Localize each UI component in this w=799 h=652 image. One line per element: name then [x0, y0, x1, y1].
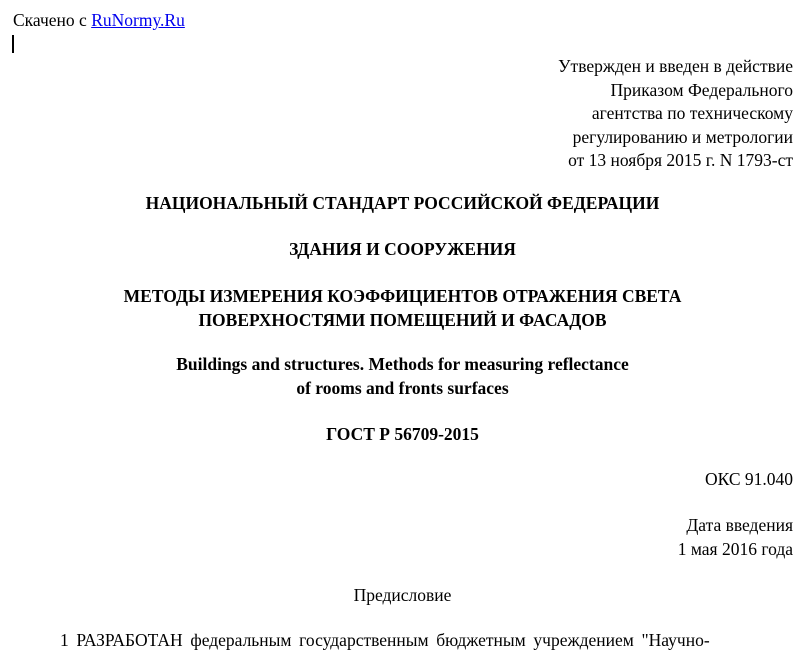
preface-heading: Предисловие — [353, 585, 452, 605]
preface-paragraph-1: 1 РАЗРАБОТАН федеральным государственным бюджетным учреждением "Научно- — [60, 630, 710, 650]
subject-title: ЗДАНИЯ И СООРУЖЕНИЯ — [289, 239, 516, 259]
source-line — [13, 9, 185, 31]
standard-name-en-line: Buildings and structures. Methods for measuring reflectance — [176, 354, 629, 374]
standard-code: ГОСТ Р 56709-2015 — [326, 424, 479, 444]
approval-line: регулированию и метрологии — [572, 126, 793, 147]
standard-name-en — [0, 353, 799, 400]
approval-line: агентства по техническому — [591, 103, 793, 124]
approval-line: от 13 ноября 2015 г. N 1793-ст — [568, 150, 793, 171]
standard-type-title: НАЦИОНАЛЬНЫЙ СТАНДАРТ РОССИЙСКОЙ ФЕДЕРАЦИИ — [145, 193, 660, 213]
source-prefix: Скачено с — [13, 10, 92, 30]
standard-name-ru-line: МЕТОДЫ ИЗМЕРЕНИЯ КОЭФФИЦИЕНТОВ ОТРАЖЕНИЯ СВЕТА — [123, 286, 682, 306]
approval-block — [558, 55, 793, 173]
intro-date-label: Дата введения — [686, 515, 793, 535]
runormy-link[interactable]: RuNormy.Ru — [91, 10, 185, 30]
oks-code: ОКС 91.040 — [704, 469, 793, 489]
intro-date-block — [678, 514, 793, 561]
standard-name-ru-line: ПОВЕРХНОСТЯМИ ПОМЕЩЕНИЙ И ФАСАДОВ — [198, 309, 607, 330]
standard-name-en-line: of rooms and fronts surfaces — [296, 377, 509, 398]
intro-date-value: 1 мая 2016 года — [677, 538, 793, 559]
approval-line: Приказом Федерального — [610, 79, 793, 100]
text-cursor — [12, 35, 14, 53]
approval-line: Утвержден и введен в действие — [558, 56, 793, 76]
standard-name-ru — [0, 285, 799, 332]
